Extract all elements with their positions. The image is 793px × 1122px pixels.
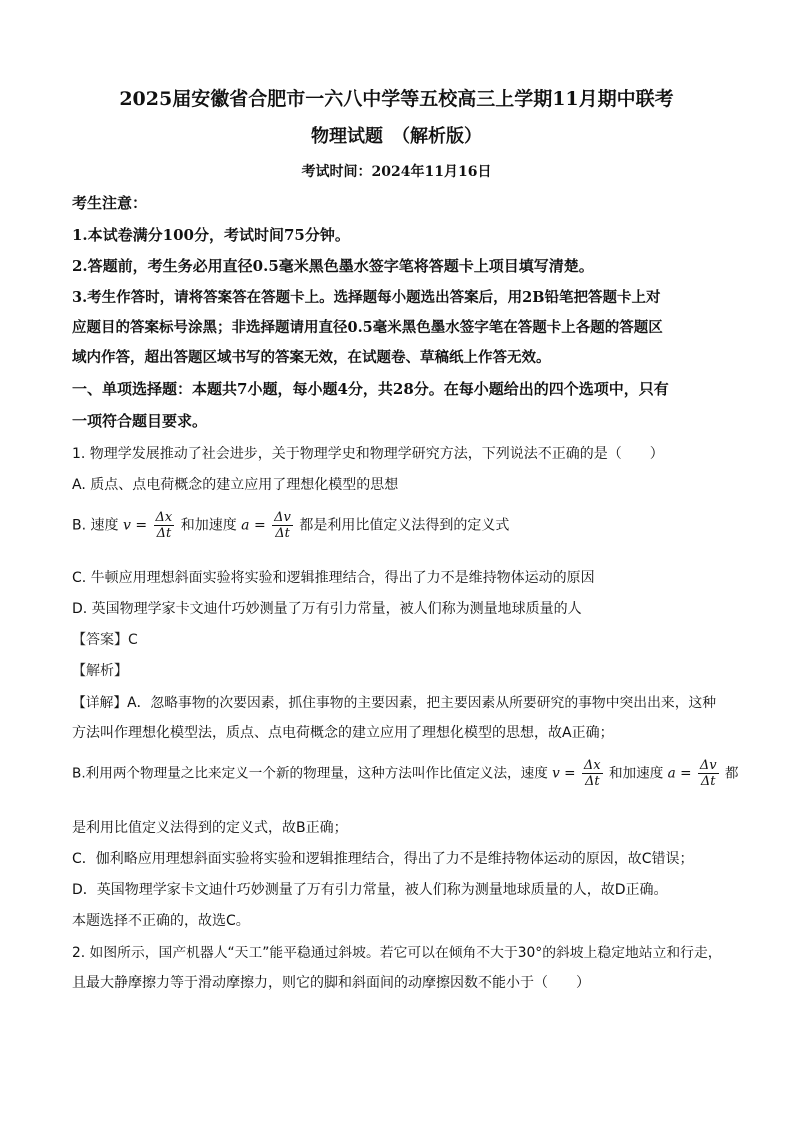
- detail-velocity-fraction: [582, 758, 603, 789]
- page-subtitle: 物理试题 （解析版）: [311, 126, 482, 147]
- question-1-option-c: C. 牛顿应用理想斜面实验将实验和逻辑推理结合，得出了力不是维持物体运动的原因: [72, 570, 595, 586]
- detail-b-prefix: B.利用两个物理量之比来定义一个新的物理量，这种方法叫作比值定义法，速度: [72, 765, 548, 782]
- notice-heading: 考生注意：: [72, 194, 148, 212]
- detail-acceleration-symbol: a =: [667, 765, 692, 782]
- question-1-option-b: [72, 510, 509, 541]
- detail-b-line-2: 是利用比值定义法得到的定义式，故B正确；: [72, 820, 348, 836]
- detail-d-line: D．英国物理学家卡文迪什巧妙测量了万有引力常量，被人们称为测量地球质量的人，故D正确。: [72, 882, 668, 898]
- detail-c-line: C．伽利略应用理想斜面实验将实验和逻辑推理结合，得出了力不是维持物体运动的原因，故C错误；: [72, 851, 694, 867]
- velocity-numerator: Δx: [155, 510, 173, 525]
- detail-line-1: 【详解】A．忽略事物的次要因素，抓住事物的主要因素，把主要因素从所要研究的事物中突出出来，这种: [72, 695, 717, 711]
- option-b-suffix: 都是利用比值定义法得到的定义式: [299, 517, 510, 534]
- question-1-option-a: A. 质点、点电荷概念的建立应用了理想化模型的思想: [72, 477, 399, 493]
- option-b-prefix: B. 速度: [72, 517, 119, 534]
- notice-item-3-line-3: 域内作答，超出答题区域书写的答案无效，在试题卷、草稿纸上作答无效。: [72, 349, 551, 366]
- notice-item-3-line-1: 3.考生作答时，请将答案答在答题卡上。选择题每小题选出答案后，用2B铅笔把答题卡上对: [72, 289, 661, 306]
- acceleration-numerator: Δv: [274, 510, 291, 525]
- velocity-fraction: [154, 510, 175, 541]
- detail-b-line: [72, 758, 738, 789]
- page-title: 2025届安徽省合肥市一六八中学等五校高三上学期11月期中联考: [119, 88, 674, 110]
- detail-line-2: 方法叫作理想化模型法，质点、点电荷概念的建立应用了理想化模型的思想，故A正确；: [72, 725, 614, 741]
- conclusion-line: 本题选择不正确的，故选C。: [72, 913, 250, 929]
- question-2-line-1: 2. 如图所示，国产机器人“天工”能平稳通过斜坡。若它可以在倾角不大于30°的斜坡上稳定地站立和行走，: [72, 945, 722, 961]
- notice-item-2: 2.答题前，考生务必用直径0.5毫米黑色墨水签字笔将答题卡上项目填写清楚。: [72, 257, 594, 275]
- detail-b-middle: 和加速度: [608, 765, 664, 782]
- question-1-option-d: D. 英国物理学家卡文迪什巧妙测量了万有引力常量，被人们称为测量地球质量的人: [72, 601, 582, 617]
- detail-acceleration-fraction: [698, 758, 719, 789]
- detail-velocity-numerator: Δx: [583, 758, 601, 773]
- question-2-line-2: 且最大静摩擦力等于滑动摩擦力，则它的脚和斜面间的动摩擦因数不能小于（ ）: [72, 975, 590, 991]
- acceleration-symbol: a =: [241, 517, 266, 534]
- velocity-symbol: v =: [122, 517, 148, 534]
- detail-velocity-symbol: v =: [552, 765, 576, 782]
- detail-acceleration-numerator: Δv: [699, 758, 717, 773]
- option-b-middle: 和加速度: [180, 517, 237, 534]
- analysis-label: 【解析】: [72, 663, 128, 679]
- detail-velocity-denominator: Δt: [584, 774, 600, 789]
- detail-b-suffix: 都: [724, 765, 739, 782]
- section-1-heading-line-2: 一项符合题目要求。: [72, 412, 208, 430]
- question-1-stem: 1. 物理学发展推动了社会进步，关于物理学史和物理学研究方法，下列说法不正确的是（ ）: [72, 446, 664, 462]
- exam-time: 考试时间：2024年11月16日: [301, 164, 492, 180]
- notice-item-1: 1.本试卷满分100分，考试时间75分钟。: [72, 226, 350, 244]
- detail-acceleration-denominator: Δt: [700, 774, 716, 789]
- acceleration-denominator: Δt: [275, 526, 290, 541]
- velocity-denominator: Δt: [156, 526, 172, 541]
- section-1-heading-line-1: 一、单项选择题：本题共7小题，每小题4分，共28分。在每小题给出的四个选项中，只有: [72, 380, 669, 398]
- answer-label: 【答案】C: [72, 632, 138, 648]
- notice-item-3-line-2: 应题目的答案标号涂黑；非选择题请用直径0.5毫米黑色墨水签字笔在答题卡上各题的答题区: [72, 319, 663, 336]
- acceleration-fraction: [272, 510, 293, 541]
